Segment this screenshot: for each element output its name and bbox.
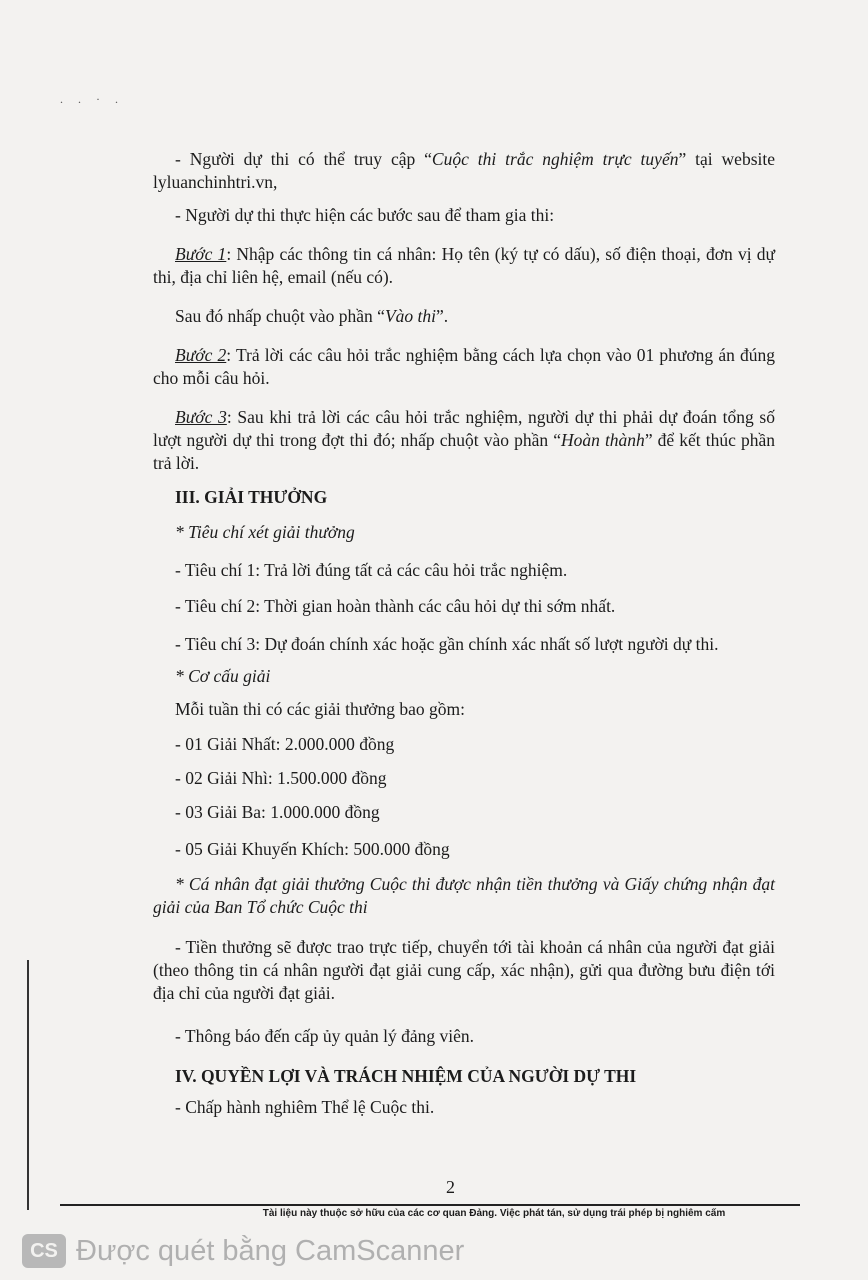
prize-2: - 02 Giải Nhì: 1.500.000 đồng bbox=[175, 768, 387, 788]
text: - Người dự thi có thể truy cập “ bbox=[175, 149, 432, 169]
steps-intro: - Người dự thi thực hiện các bước sau để tham gia thi: bbox=[175, 205, 555, 225]
access-paragraph bbox=[153, 148, 775, 194]
enter-exam-label: Vào thi bbox=[384, 306, 436, 326]
step-label: Bước 3 bbox=[175, 407, 227, 427]
step-1-after bbox=[153, 305, 775, 328]
criteria-title bbox=[153, 521, 775, 544]
step-text: : Nhập các thông tin cá nhân: Họ tên (ký tự có dấu), số điện thoại, đơn vị dự thi, địa chỉ liên hệ, email (nếu có). bbox=[153, 244, 776, 287]
award-notify: - Thông báo đến cấp ủy quản lý đảng viên. bbox=[175, 1026, 475, 1046]
footer-notice: Tài liệu này thuộc sở hữu của các cơ quan Đảng. Việc phát tán, sử dụng trái phép bị nghiêm cấm bbox=[262, 1208, 726, 1219]
camscanner-logo-icon: CS bbox=[22, 1234, 66, 1268]
step-2 bbox=[153, 344, 775, 390]
footer-rule bbox=[60, 1204, 800, 1206]
scan-specks: . . · . bbox=[60, 92, 124, 106]
text: * Cơ cấu giải bbox=[175, 666, 271, 686]
step-text: ” để kết thúc phần trả lời. bbox=[153, 430, 775, 473]
prize-3: - 03 Giải Ba: 1.000.000 đồng bbox=[175, 802, 380, 822]
camscanner-watermark bbox=[22, 1234, 464, 1268]
prize-1: - 01 Giải Nhất: 2.000.000 đồng bbox=[175, 734, 395, 754]
text: ”. bbox=[436, 306, 449, 326]
award-delivery: - Tiền thưởng sẽ được trao trực tiếp, chuyển tới tài khoản cá nhân của người đạt giải (theo thông tin cá nhân người đạt giải cung cấp, xác nhận), gửi qua đường bưu điện tới địa chỉ của người đạt giải. bbox=[153, 937, 775, 1003]
criterion-1: - Tiêu chí 1: Trả lời đúng tất cả các câu hỏi trắc nghiệm. bbox=[175, 560, 568, 580]
heading-prizes: III. GIẢI THƯỞNG bbox=[175, 487, 328, 507]
step-3 bbox=[153, 406, 775, 475]
text: * Tiêu chí xét giải thưởng bbox=[175, 522, 355, 542]
text: ” tại website lyluanchinhtri.vn, bbox=[153, 149, 775, 192]
page-number: 2 bbox=[446, 1177, 455, 1197]
step-text: : Trả lời các câu hỏi trắc nghiệm bằng cách lựa chọn vào 01 phương án đúng cho mỗi câu hỏi. bbox=[153, 345, 775, 388]
criterion-3: - Tiêu chí 3: Dự đoán chính xác hoặc gần chính xác nhất số lượt người dự thi. bbox=[175, 634, 719, 654]
page-edge bbox=[27, 960, 29, 1210]
award-note bbox=[153, 873, 775, 919]
duty-1: - Chấp hành nghiêm Thể lệ Cuộc thi. bbox=[175, 1097, 435, 1117]
criterion-2: - Tiêu chí 2: Thời gian hoàn thành các câu hỏi dự thi sớm nhất. bbox=[175, 596, 616, 616]
text: Sau đó nhấp chuột vào phần “ bbox=[175, 306, 385, 326]
contest-name: Cuộc thi trắc nghiệm trực tuyến bbox=[431, 149, 679, 169]
text: * Cá nhân đạt giải thưởng Cuộc thi được nhận tiền thưởng và Giấy chứng nhận đạt giải của Ban Tổ chức Cuộc thi bbox=[153, 874, 775, 917]
heading-rights: IV. QUYỀN LỢI VÀ TRÁCH NHIỆM CỦA NGƯỜI DỰ THI bbox=[175, 1066, 637, 1086]
step-text: : Sau khi trả lời các câu hỏi trắc nghiệm, người dự thi phải dự đoán tổng số lượt người dự thi trong đợt thi đó; nhấp chuột vào phần “ bbox=[153, 407, 775, 450]
step-1 bbox=[153, 243, 775, 289]
watermark-text: Được quét bằng CamScanner bbox=[76, 1235, 465, 1267]
step-label: Bước 2 bbox=[175, 345, 227, 365]
complete-label: Hoàn thành bbox=[560, 430, 645, 450]
structure-intro: Mỗi tuần thi có các giải thưởng bao gồm: bbox=[175, 699, 465, 719]
structure-title bbox=[153, 665, 775, 688]
prize-4: - 05 Giải Khuyến Khích: 500.000 đồng bbox=[175, 839, 450, 859]
step-label: Bước 1 bbox=[175, 244, 227, 264]
